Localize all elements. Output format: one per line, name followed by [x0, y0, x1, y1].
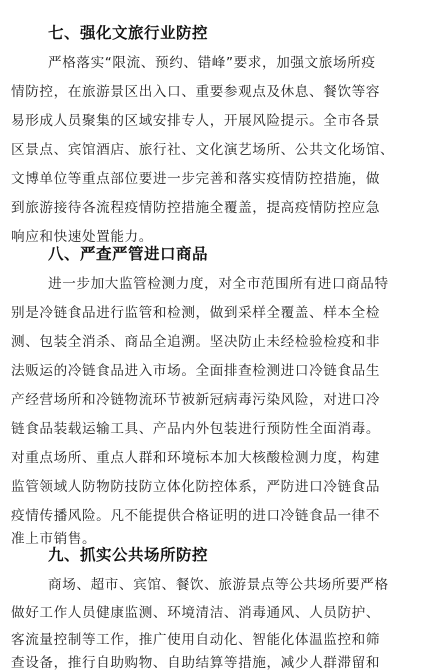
- paragraph-line: 查设备，推行自助购物、自助结算等措施，减少人群滞留和: [11, 655, 381, 671]
- paragraph-line: 监管领域人防物防技防立体化防控体系，严防进口冷链食品: [11, 479, 381, 495]
- paragraph-line: 准上市销售。: [11, 531, 97, 547]
- paragraph-line: 测、包装全消杀、商品全追溯。坚决防止未经检验检疫和非: [11, 334, 381, 350]
- paragraph-line: 区景点、宾馆酒店、旅行社、文化演艺场所、公共文化场馆、: [11, 142, 395, 158]
- paragraph-line: 易形成人员聚集的区域安排专人，开展风险提示。全市各景: [11, 113, 381, 129]
- paragraph-line: 进一步加大监管检测力度，对全市范围所有进口商品特: [48, 276, 389, 292]
- paragraph-line: 商场、超市、宾馆、餐饮、旅游景点等公共场所要严格: [48, 577, 389, 593]
- paragraph-line: 疫情传播风险。凡不能提供合格证明的进口冷链食品一律不: [11, 508, 381, 524]
- paragraph-line: 响应和快速处置能力。: [11, 229, 153, 245]
- paragraph-line: 严格落实“限流、预约、错峰”要求，加强文旅场所疫: [48, 55, 376, 71]
- paragraph-line: 文博单位等重点部位要进一步完善和落实疫情防控措施，做: [11, 171, 381, 187]
- paragraph-line: 产经营场所和冷链物流环节被新冠病毒污染风险，对进口冷: [11, 392, 381, 408]
- section-heading-9: 九、抓实公共场所防控: [48, 546, 209, 564]
- paragraph-line: 客流量控制等工作，推广使用自动化、智能化体温监控和筛: [11, 632, 381, 648]
- paragraph-line: 法贩运的冷链食品进入市场。全面排查检测进口冷链食品生: [11, 363, 381, 379]
- paragraph-line: 做好工作人员健康监测、环境清洁、消毒通风、人员防护、: [11, 605, 381, 621]
- paragraph-line: 别是冷链食品进行监管和检测，做到采样全覆盖、样本全检: [11, 305, 381, 321]
- paragraph-line: 对重点场所、重点人群和环境标本加大核酸检测力度，构建: [11, 450, 381, 466]
- paragraph-line: 情防控，在旅游景区出入口、重要参观点及休息、餐饮等容: [11, 84, 381, 100]
- paragraph-line: 链食品装载运输工具、产品内外包装进行预防性全面消毒。: [11, 421, 381, 437]
- paragraph-line: 到旅游接待各流程疫情防控措施全覆盖，提高疫情防控应急: [11, 200, 381, 216]
- section-heading-7: 七、强化文旅行业防控: [48, 24, 209, 42]
- section-heading-8: 八、严查严管进口商品: [48, 245, 209, 263]
